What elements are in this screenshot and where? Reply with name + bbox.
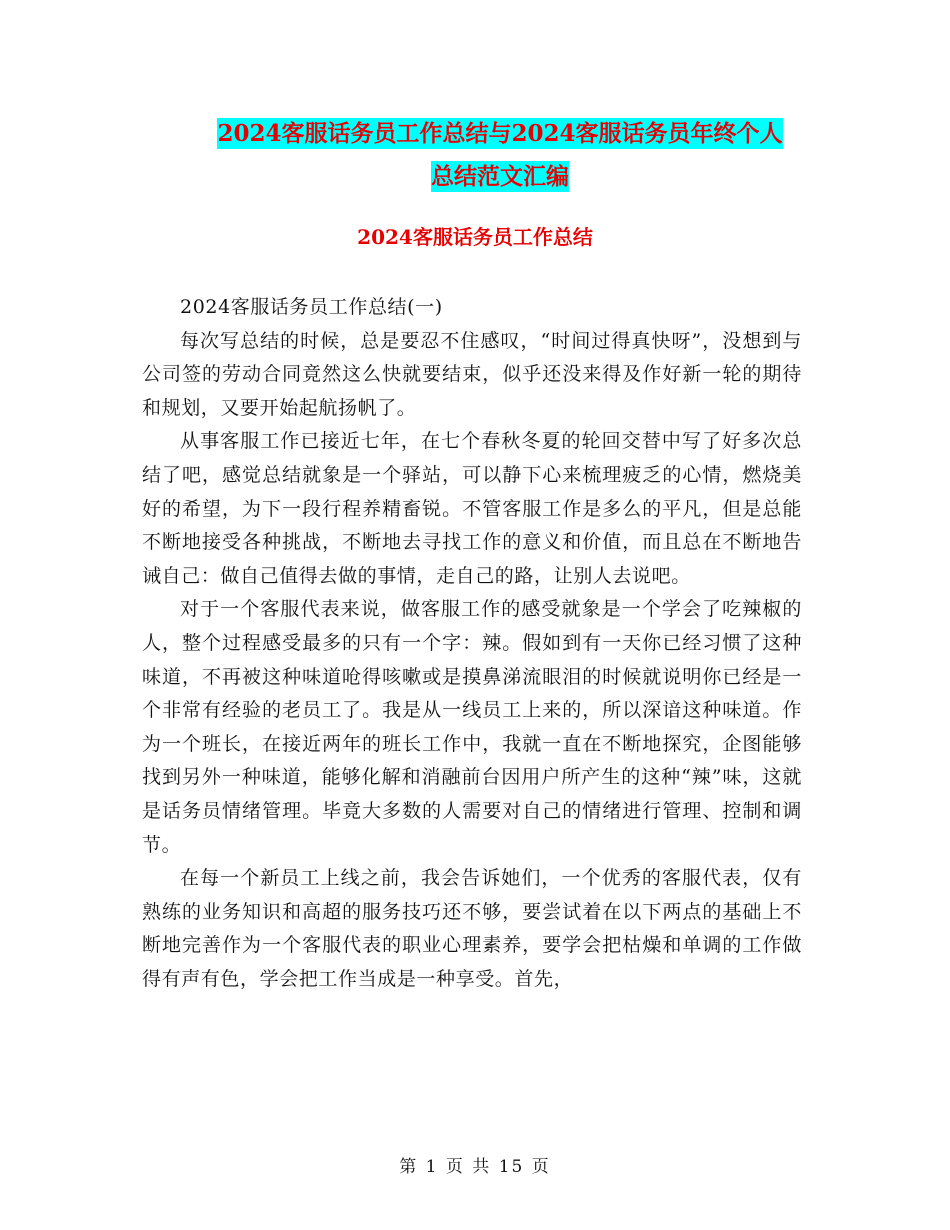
paragraph-3: 对于一个客服代表来说，做客服工作的感受就象是一个学会了吃辣椒的人，整个过程感受最多的只有一个字：辣。假如到有一天你已经习惯了这种味道，不再被这种味道呛得咳嗽或是摸鼻涕流眼泪的时候就说明你已经是一个非常有经验的老员工了。我是从一线员工上来的，所以深谙这种味道。作为一个班长，在接近两年的班长工作中，我就一直在不断地探究，企图能够找到另外一种味道，能够化解和消融前台因用户所产生的这种“辣”味，这就是话务员情绪管理。毕竟大多数的人需要对自己的情绪进行管理、控制和调节。	[142, 598, 802, 856]
page-footer: 第 1 页 共 15 页	[399, 1157, 551, 1177]
section-title: 2024客服话务员工作总结	[357, 225, 593, 249]
paragraph-1: 每次写总结的时候，总是要忍不住感叹，“时间过得真快呀”，没想到与公司签的劳动合同竟然这么快就要结束，似乎还没来得及作好新一轮的期待和规划，又要开始起航扬帆了。	[142, 329, 802, 419]
document-title-line-2: 总结范文汇编	[431, 163, 569, 190]
document-title	[140, 112, 860, 198]
document-body	[142, 291, 802, 996]
subheading: 2024客服话务员工作总结(一)	[180, 296, 443, 318]
paragraph-2: 从事客服工作已接近七年，在七个春秋冬夏的轮回交替中写了好多次总结了吧，感觉总结就象是一个驿站，可以静下心来梳理疲乏的心情，燃烧美好的希望，为下一段行程养精畜锐。不管客服工作是多么的平凡，但是总能不断地接受各种挑战，不断地去寻找工作的意义和价值，而且总在不断地告诫自己：做自己值得去做的事情，走自己的路，让别人去说吧。	[142, 430, 802, 587]
document-title-line-1: 2024客服话务员工作总结与2024客服话务员年终个人	[217, 120, 783, 147]
paragraph-4: 在每一个新员工上线之前，我会告诉她们，一个优秀的客服代表，仅有熟练的业务知识和高超的服务技巧还不够，要尝试着在以下两点的基础上不断地完善作为一个客服代表的职业心理素养，要学会把枯燥和单调的工作做得有声有色，学会把工作当成是一种享受。首先，	[142, 867, 802, 990]
